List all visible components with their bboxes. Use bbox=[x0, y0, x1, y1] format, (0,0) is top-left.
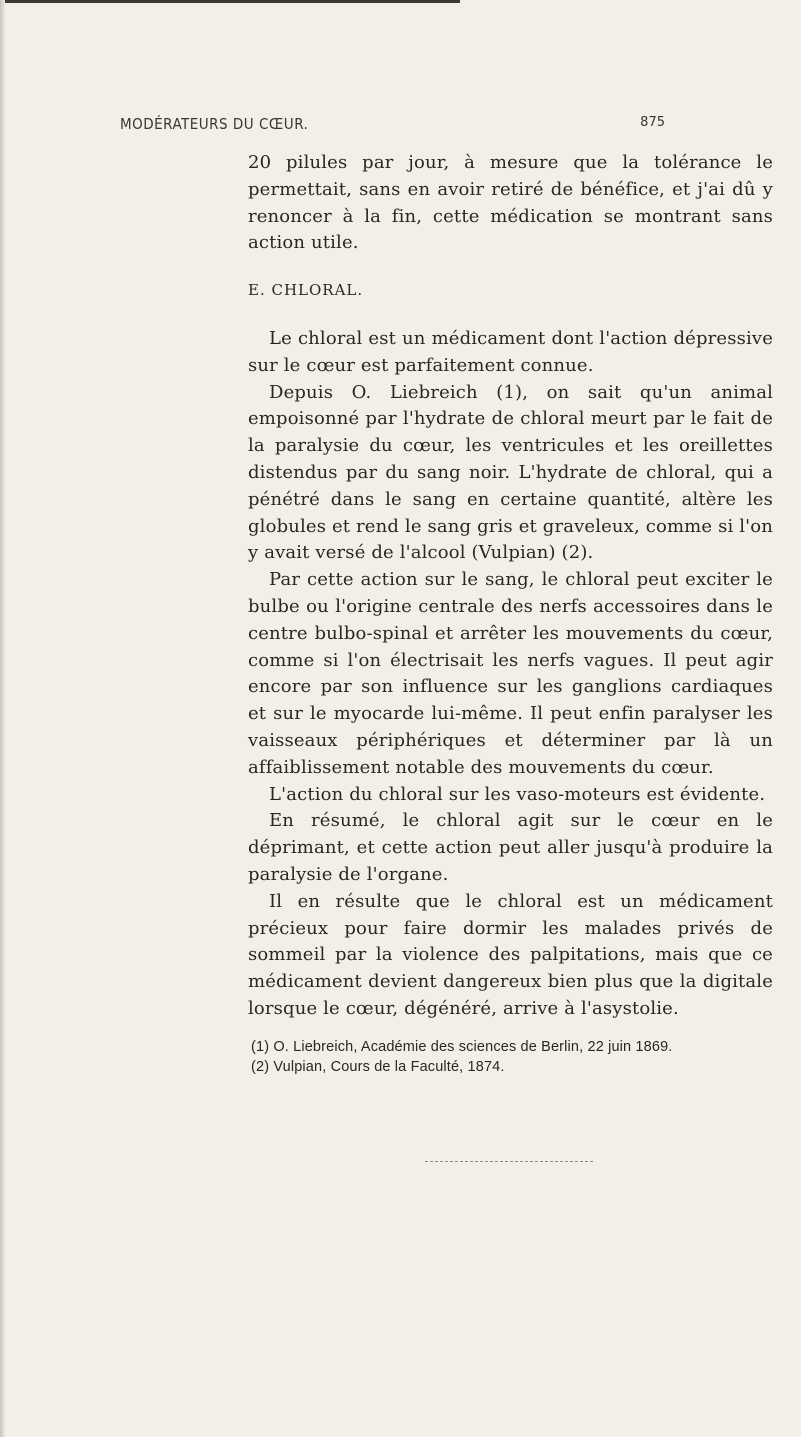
paragraph: Par cette action sur le sang, le chloral peut exciter le bulbe ou l'origine centrale des nerfs accessoires dans le centre bulbo-spinal et arrêter les mouvements du cœur, comme si l'on électrisait les nerfs vagues. Il peut agir encore par son influence sur les ganglions cardiaques et sur le myocarde lui-même. Il peut enfin paralyser les vaisseaux périphériques et déterminer par là un affaiblissement notable des mouvements du cœur. bbox=[248, 569, 773, 778]
paragraph-continued: 20 pilules par jour, à mesure que la tolérance le permettait, sans en avoir retiré de bénéfice, et j'ai dû y renoncer à la fin, cette médication se montrant sans action utile. bbox=[248, 152, 773, 254]
paragraph: L'action du chloral sur les vaso-moteurs est évidente. bbox=[269, 783, 766, 805]
paragraph: Depuis O. Liebreich (1), on sait qu'un animal empoisonné par l'hydrate de chloral meurt par le fait de la paralysie du cœur, les ventricules et les oreillettes distendus par du sang noir. L'hydrate de chloral, qui a pénétré dans le sang en certaine quantité, altère les globules et rend le sang gris et graveleux, comme si l'on y avait versé de l'alcool (Vulpian) (2). bbox=[248, 381, 773, 564]
body-text bbox=[248, 150, 773, 1077]
page-number: 875 bbox=[640, 115, 665, 130]
paragraph: Il en résulte que le chloral est un médicament précieux pour faire dormir les malades privés de sommeil par la violence des palpitations, mais que ce médicament devient dangereux bien plus que la digitale lorsque le cœur, dégénéré, arrive à l'asystolie. bbox=[248, 890, 773, 1019]
bottom-dashed-rule bbox=[425, 1161, 593, 1162]
top-edge-rule bbox=[0, 0, 460, 3]
running-head bbox=[120, 115, 665, 139]
footnote-2: (2) Vulpian, Cours de la Faculté, 1874. bbox=[251, 1058, 505, 1075]
section-heading: E. CHLORAL. bbox=[248, 281, 364, 300]
running-head-title: MODÉRATEURS DU CŒUR. bbox=[120, 115, 309, 133]
page-binding-edge bbox=[0, 0, 5, 1437]
footnote-1: (1) O. Liebreich, Académie des sciences de Berlin, 22 juin 1869. bbox=[251, 1038, 673, 1055]
footnotes bbox=[248, 1037, 773, 1077]
paragraph: En résumé, le chloral agit sur le cœur en le déprimant, et cette action peut aller jusqu'à produire la paralysie de l'organe. bbox=[248, 810, 773, 885]
paragraph: Le chloral est un médicament dont l'action dépressive sur le cœur est parfaitement connue. bbox=[248, 327, 773, 376]
